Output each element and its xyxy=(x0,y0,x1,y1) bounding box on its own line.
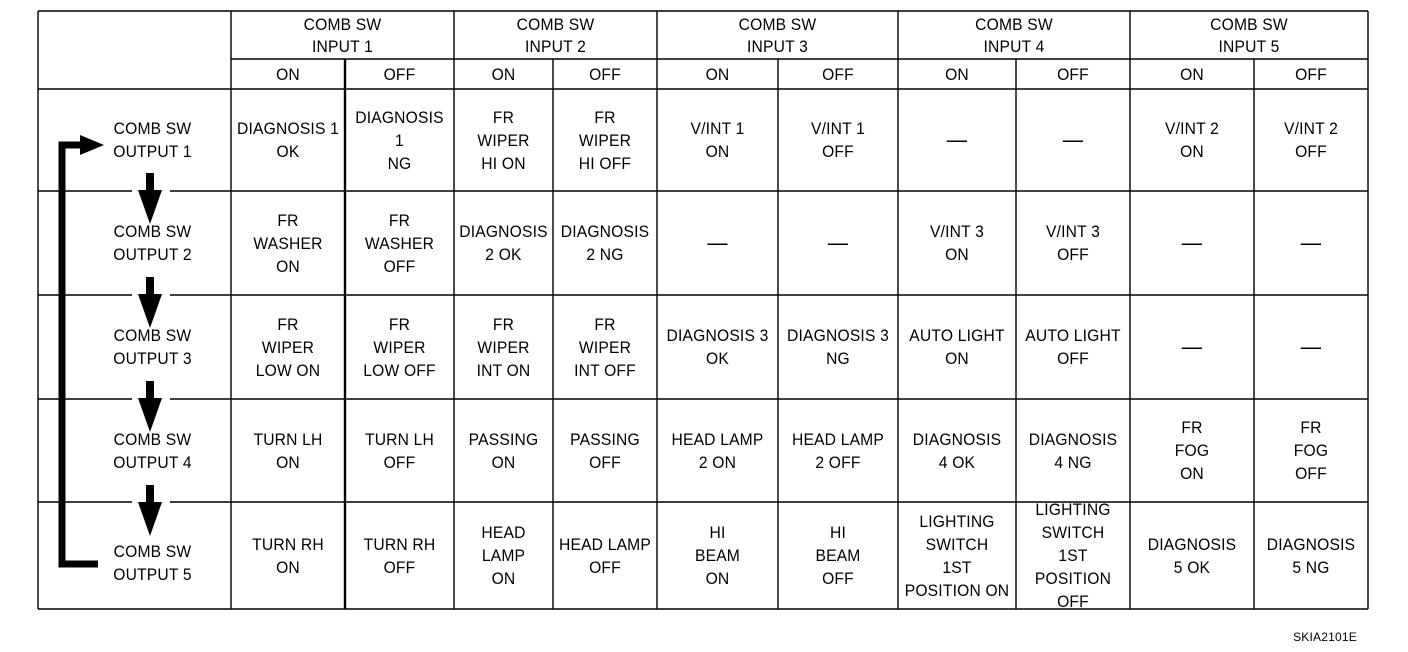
empty-dash-cell: — xyxy=(707,230,728,255)
table-cell: FR WASHER ON xyxy=(253,210,323,276)
empty-dash-cell: — xyxy=(827,230,849,255)
table-cell: FR WIPER INT OFF xyxy=(574,314,636,380)
table-cell: V/INT 2 ON xyxy=(1164,119,1220,161)
empty-dash-cell: — xyxy=(946,127,968,152)
table-cell: DIAGNOSIS 4 OK xyxy=(912,429,1002,472)
table-cell: TURN LH ON xyxy=(253,429,323,472)
table-cell: V/INT 1 OFF xyxy=(810,119,866,161)
input-group-header: COMB SW INPUT 1 xyxy=(303,14,382,56)
table-cell: TURN LH OFF xyxy=(364,429,435,472)
output-row-label: COMB SW OUTPUT 5 xyxy=(113,541,192,584)
table-cell: DIAGNOSIS 4 NG xyxy=(1028,429,1118,472)
state-header: ON xyxy=(945,64,969,84)
table-cell: DIAGNOSIS 3 NG xyxy=(787,326,889,368)
input-group-header: COMB SW INPUT 2 xyxy=(516,14,595,56)
output-row-label: COMB SW OUTPUT 2 xyxy=(113,222,192,264)
table-cell: DIAGNOSIS 5 OK xyxy=(1147,534,1237,577)
table-cell: FR WIPER INT ON xyxy=(476,314,531,380)
table-cell: HEAD LAMP 2 ON xyxy=(671,429,764,472)
output-row-label: COMB SW OUTPUT 1 xyxy=(113,119,192,161)
table-cell: LIGHTING SWITCH 1ST POSITION ON xyxy=(904,511,1010,600)
table-cell: HEAD LAMP 2 OFF xyxy=(791,429,885,472)
empty-dash-cell: — xyxy=(1300,230,1322,255)
table-cell: FR FOG ON xyxy=(1174,418,1210,483)
table-cell: PASSING OFF xyxy=(570,429,640,472)
table-cell: FR FOG OFF xyxy=(1293,418,1329,483)
state-header: OFF xyxy=(589,64,621,84)
state-header: ON xyxy=(491,64,516,84)
table-cell: DIAGNOSIS 1 OK xyxy=(237,119,339,161)
empty-dash-cell: — xyxy=(1300,334,1322,359)
output-row-label: COMB SW OUTPUT 3 xyxy=(113,326,192,368)
table-cell: DIAGNOSIS 2 NG xyxy=(560,222,650,264)
table-cell: FR WIPER HI ON xyxy=(477,107,530,173)
state-header: ON xyxy=(1180,64,1204,84)
table-cell: FR WIPER LOW ON xyxy=(255,314,321,380)
state-header: OFF xyxy=(1295,64,1327,84)
table-cell: FR WIPER HI OFF xyxy=(578,107,632,173)
table-cell: DIAGNOSIS 3 OK xyxy=(666,326,769,368)
table-cell: DIAGNOSIS 2 OK xyxy=(459,222,548,264)
table-cell: HI BEAM ON xyxy=(694,523,741,588)
table-cell: V/INT 3 ON xyxy=(929,222,985,264)
input-group-header: COMB SW INPUT 5 xyxy=(1210,14,1288,56)
table-cell: V/INT 1 ON xyxy=(690,119,745,161)
input-group-header: COMB SW INPUT 4 xyxy=(975,14,1053,56)
state-header: OFF xyxy=(822,64,854,84)
table-cell: DIAGNOSIS 5 NG xyxy=(1266,534,1356,577)
figure-code: SKIA2101E xyxy=(1293,629,1357,644)
table-cell: TURN RH ON xyxy=(252,534,324,577)
table-cell: HEAD LAMP ON xyxy=(481,523,526,588)
state-header: OFF xyxy=(383,64,416,84)
output-row-label: COMB SW OUTPUT 4 xyxy=(113,429,192,472)
table-cell: AUTO LIGHT OFF xyxy=(1025,326,1121,368)
table-cell: AUTO LIGHT ON xyxy=(909,326,1005,368)
table-cell: PASSING ON xyxy=(468,429,539,472)
state-header: OFF xyxy=(1057,64,1089,84)
table-cell: TURN RH OFF xyxy=(363,534,436,577)
table-cell: HI BEAM OFF xyxy=(815,523,861,588)
empty-dash-cell: — xyxy=(1062,127,1084,152)
state-header: ON xyxy=(705,64,730,84)
table-cell: V/INT 3 OFF xyxy=(1045,222,1101,264)
table-cell: V/INT 2 OFF xyxy=(1283,119,1339,161)
table-cell: LIGHTING SWITCH 1ST POSITION OFF xyxy=(1034,500,1112,611)
input-group-header: COMB SW INPUT 3 xyxy=(738,14,817,56)
table-cell: DIAGNOSIS 1 NG xyxy=(355,107,444,173)
table-cell: FR WIPER LOW OFF xyxy=(363,314,436,380)
state-header: ON xyxy=(276,64,300,84)
empty-dash-cell: — xyxy=(1181,334,1203,359)
table-cell: FR WASHER OFF xyxy=(364,210,435,276)
empty-dash-cell: — xyxy=(1181,230,1203,255)
table-cell: HEAD LAMP OFF xyxy=(558,534,652,577)
